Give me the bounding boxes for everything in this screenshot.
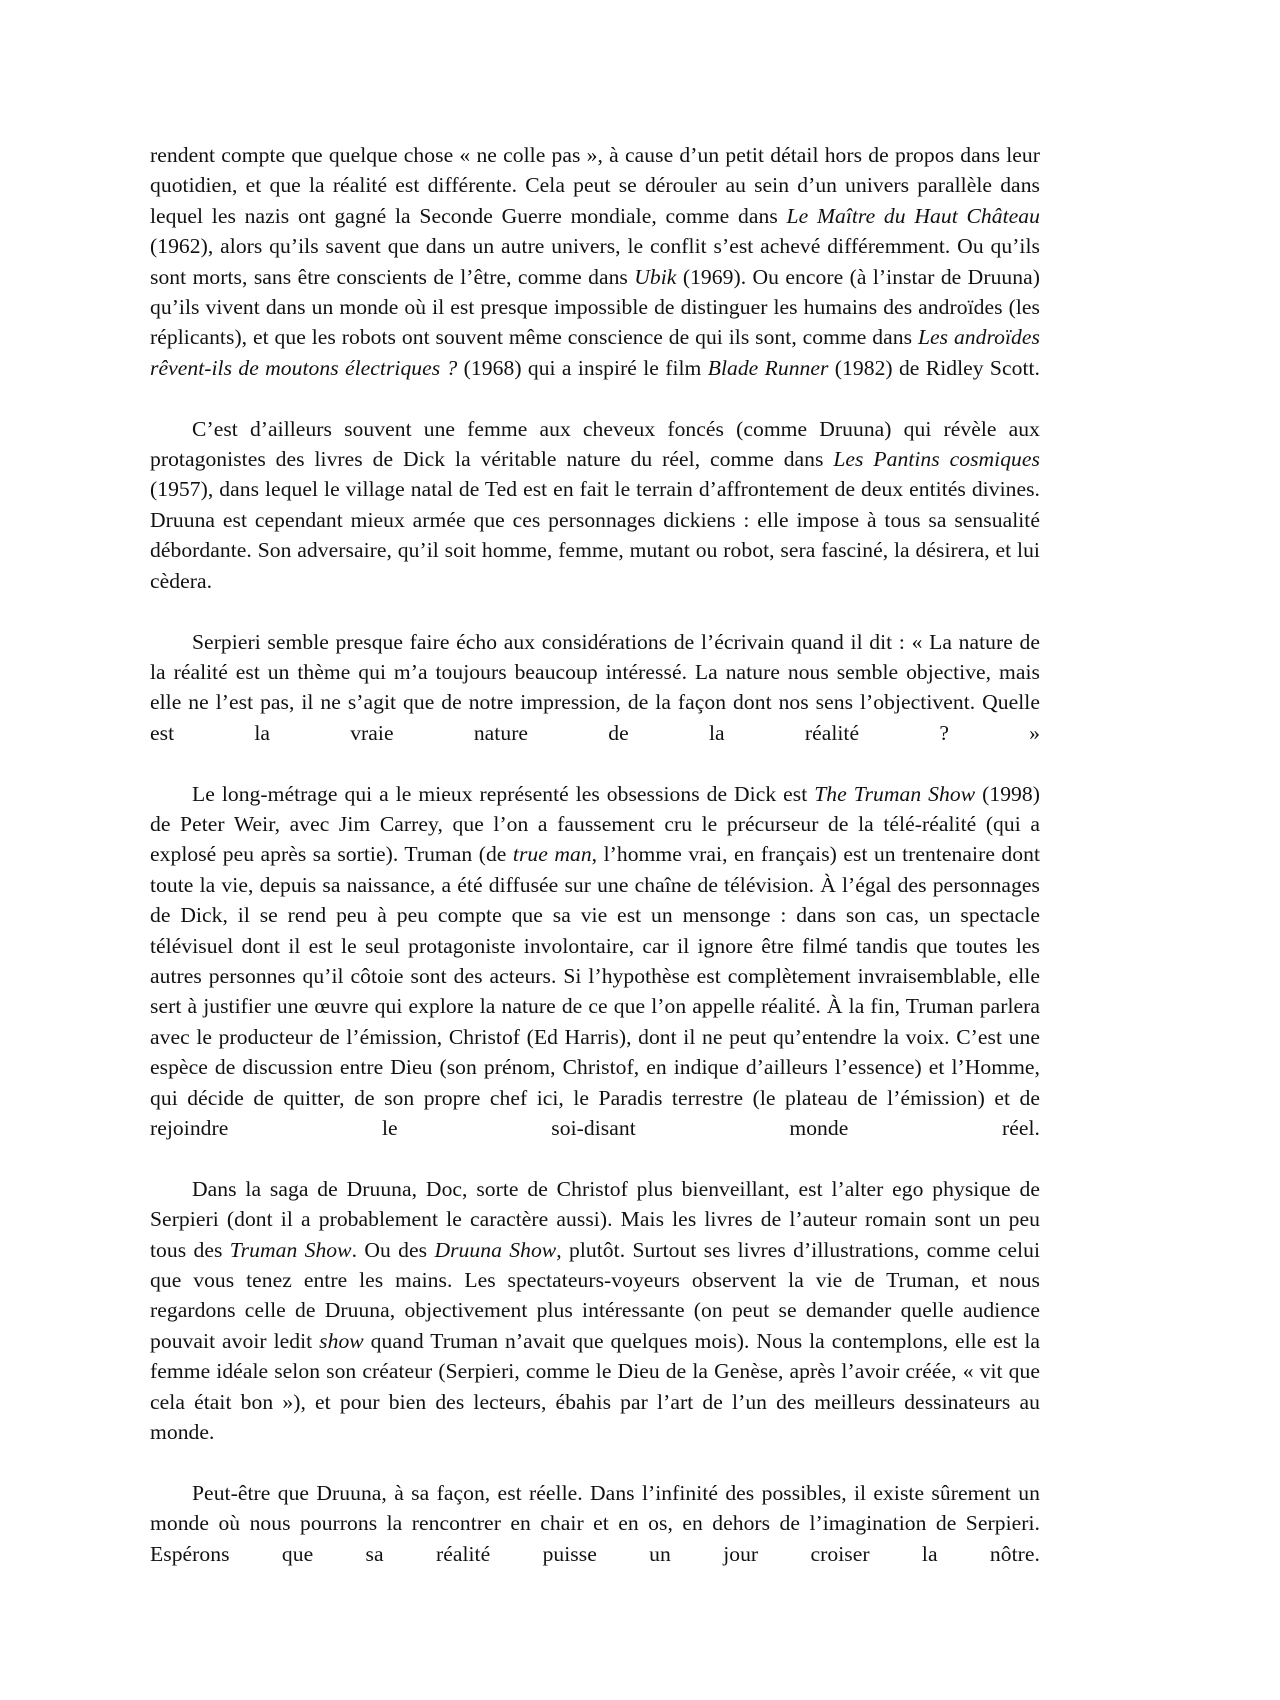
italic-title-run: Truman Show bbox=[229, 1237, 352, 1262]
body-text-column bbox=[150, 140, 1040, 1600]
text-run: (1968) qui a inspiré le film bbox=[457, 355, 708, 380]
italic-title-run: Ubik bbox=[634, 264, 677, 289]
paragraph bbox=[150, 1478, 1040, 1600]
paragraph bbox=[150, 1174, 1040, 1478]
text-run: . Ou des bbox=[351, 1237, 435, 1262]
italic-title-run: true man bbox=[512, 842, 592, 867]
italic-title-run: Le Maître du Haut Château bbox=[786, 203, 1040, 228]
italic-title-run: Druuna Show bbox=[434, 1237, 557, 1262]
italic-title-run: Les Pantins cosmiques bbox=[833, 447, 1040, 472]
text-run: rendent compte que quelque chose « ne colle pas », à cause d’un petit détail hors de propos dans leur quotidien, et que la réalité est différente. Cela peut se dérouler au sein d’un univers parallèle dans lequel les nazis ont gagné la Seconde Guerre mondiale, comme dans bbox=[150, 143, 1040, 228]
text-run: , l’homme vrai, en français) est un trentenaire dont toute la vie, depuis sa naissance, a été diffusée sur une chaîne de télévision. À l’égal des personnages de Dick, il se rend peu à peu compte que sa vie est un mensonge : dans son cas, un spectacle télévisuel dont il est le seul protagoniste involontaire, car il ignore être filmé tandis que toutes les autres personnes qu’il côtoie sont des acteurs. Si l’hypothèse est complètement invraisemblable, elle sert à justifier une œuvre qui explore la nature de ce que l’on appelle réalité. À la fin, Truman parlera avec le producteur de l’émission, Christof (Ed Harris), dont il ne peut qu’entendre la voix. C’est une espèce de discussion entre Dieu (son prénom, Christof, en indique d’ailleurs l’essence) et l’Homme, qui décide de quitter, de son propre chef ici, le Paradis terrestre (le plateau de l’émission) et de rejoindre le soi-disant monde réel. bbox=[150, 842, 1040, 1140]
italic-title-run: Blade Runner bbox=[707, 355, 829, 380]
text-run: (1982) de Ridley Scott. bbox=[828, 355, 1041, 380]
text-run: (1969). Ou encore (à l’instar de Druuna) qu’ils vivent dans un monde où il est presque impossible de distinguer les humains des androïdes (les réplicants), et que les robots ont souvent même conscience de qui ils sont, comme dans bbox=[150, 264, 1040, 350]
text-run: (1962), alors qu’ils savent que dans un autre univers, le conflit s’est achevé différemment. Ou qu’ils sont morts, sans être conscients de l’être, comme dans bbox=[150, 234, 1040, 289]
text-run: Dans la saga de Druuna, Doc, sorte de Christof plus bienveillant, est l’alter ego physique de Serpieri (dont il a probablement le caractère aussi). Mais les livres de l’auteur romain sont un peu tous des bbox=[150, 1176, 1040, 1262]
text-run: Peut-être que Druuna, à sa façon, est réelle. Dans l’infinité des possibles, il existe sûrement un monde où nous pourrons la rencontrer en chair et en os, en dehors de l’imagination de Serpieri. Espérons que sa réalité puisse un jour croiser la nôtre. bbox=[150, 1480, 1040, 1566]
text-run: quand Truman n’avait que quelques mois). Nous la contemplons, elle est la femme idéale selon son créateur (Serpieri, comme le Dieu de la Genèse, après l’avoir créée, « vit que cela était bon »), et pour bien des lecteurs, ébahis par l’art de l’un des meilleurs dessinateurs au monde. bbox=[150, 1328, 1040, 1445]
text-run: Serpieri semble presque faire écho aux considérations de l’écrivain quand il dit : « La nature de la réalité est un thème qui m’a toujours beaucoup intéressé. La nature nous semble objective, mais elle ne l’est pas, il ne s’agit que de notre impression, de la façon dont nos sens l’objectivent. Quelle est la vraie nature de la réalité ? » bbox=[150, 629, 1040, 745]
text-run: (1998) de Peter Weir, avec Jim Carrey, que l’on a faussement cru le précurseur de la télé-réalité (qui a explosé peu après sa sortie). Truman (de bbox=[150, 781, 1040, 867]
paragraph bbox=[150, 779, 1040, 1174]
italic-title-run: show bbox=[319, 1328, 364, 1353]
text-run: Le long-métrage qui a le mieux représenté les obsessions de Dick est bbox=[192, 781, 815, 806]
text-run: (1957), dans lequel le village natal de Ted est en fait le terrain d’affrontement de deux entités divines. Druuna est cependant mieux armée que ces personnages dickiens : elle impose à tous sa sensualité débordante. Son adversaire, qu’il soit homme, femme, mutant ou robot, sera fasciné, la désirera, et lui cèdera. bbox=[150, 477, 1040, 593]
italic-title-run: Les androïdes rêvent-ils de moutons électriques ? bbox=[150, 325, 1040, 380]
text-run: , plutôt. Surtout ses livres d’illustrations, comme celui que vous tenez entre les mains. Les spectateurs-voyeurs observent la vie de Truman, et nous regardons celle de Druuna, objectivement plus intéressante (on peut se demander quelle audience pouvait avoir ledit bbox=[150, 1237, 1040, 1353]
paragraph bbox=[150, 414, 1040, 627]
paragraph bbox=[150, 627, 1040, 779]
paragraph bbox=[150, 140, 1040, 414]
text-run: C’est d’ailleurs souvent une femme aux cheveux foncés (comme Druuna) qui révèle aux protagonistes des livres de Dick la véritable nature du réel, comme dans bbox=[150, 416, 1040, 472]
italic-title-run: The Truman Show bbox=[814, 781, 976, 806]
